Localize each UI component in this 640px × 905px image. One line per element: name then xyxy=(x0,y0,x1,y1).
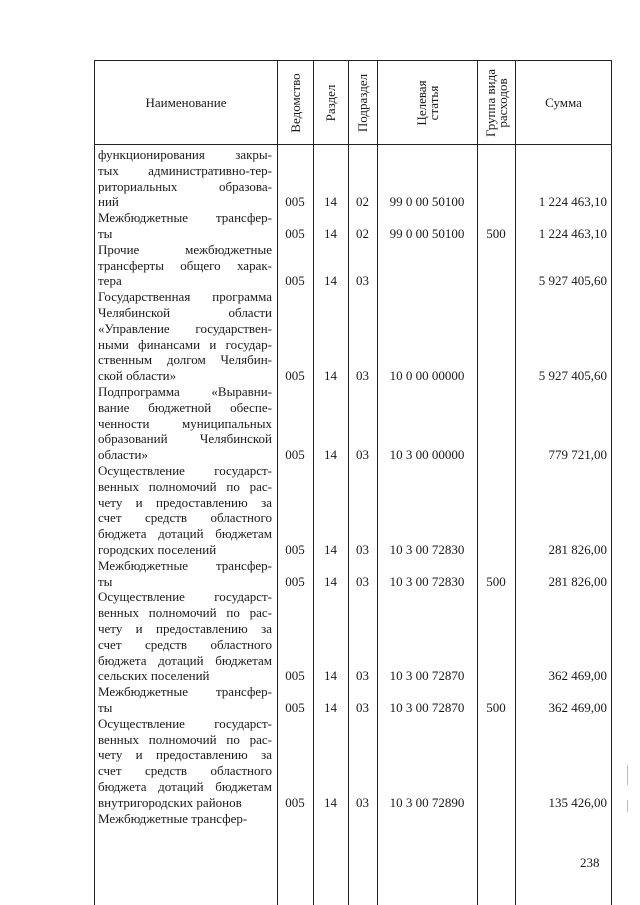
table-row xyxy=(0,210,640,242)
row-name xyxy=(98,589,272,684)
row-celevaya: 10 3 00 72890 xyxy=(389,794,465,810)
header-ved: Ведомство xyxy=(287,72,303,133)
row-name-line: ты xyxy=(98,225,113,241)
row-name xyxy=(98,558,272,590)
header-celevaya-cell xyxy=(377,60,477,145)
row-name-line: венных полномочий по рас- xyxy=(98,605,272,621)
row-summa: 5 927 405,60 xyxy=(538,273,607,289)
row-name-line: Межбюджетные трансфер- xyxy=(98,210,272,226)
row-gruppa: 500 xyxy=(486,573,506,589)
row-name-line: ными финансами и государ- xyxy=(98,336,272,352)
row-razdel: 14 xyxy=(324,668,337,684)
row-ved: 005 xyxy=(285,225,305,241)
row-summa: 281 826,00 xyxy=(548,573,607,589)
row-ved: 005 xyxy=(285,368,305,384)
row-name-line: Государственная программа xyxy=(98,289,272,305)
header-name: Наименование xyxy=(145,95,227,110)
row-name-line: бюджета дотаций бюджетам xyxy=(98,526,272,542)
row-podrazdel: 03 xyxy=(356,447,369,463)
row-podrazdel: 03 xyxy=(356,699,369,715)
page-number: 238 xyxy=(580,855,600,870)
row-gruppa: 500 xyxy=(486,225,506,241)
row-name-line: образований Челябинской xyxy=(98,431,272,447)
row-podrazdel: 03 xyxy=(356,573,369,589)
row-razdel: 14 xyxy=(324,699,337,715)
row-name xyxy=(98,684,272,716)
header-razdel-cell xyxy=(313,60,348,145)
row-razdel: 14 xyxy=(324,573,337,589)
row-name-line: Прочие межбюджетные xyxy=(98,241,272,257)
table-row xyxy=(0,716,640,811)
row-name-line: риториальных образова- xyxy=(98,178,272,194)
row-podrazdel: 02 xyxy=(356,194,369,210)
row-name xyxy=(98,242,272,289)
row-name-line: ственным долгом Челябин- xyxy=(98,352,272,368)
row-name-line: Межбюджетные трансфер- xyxy=(98,810,248,826)
row-name xyxy=(98,210,272,242)
row-summa: 5 927 405,60 xyxy=(538,368,607,384)
table-row xyxy=(0,811,640,827)
row-ved: 005 xyxy=(285,794,305,810)
row-name-line: внутригородских районов xyxy=(98,794,242,810)
row-name-line: бюджета дотаций бюджетам xyxy=(98,652,272,668)
table-row xyxy=(0,558,640,590)
header-gruppa xyxy=(482,68,510,137)
row-name-line: счет средств областного xyxy=(98,636,272,652)
row-ved: 005 xyxy=(285,668,305,684)
row-podrazdel: 03 xyxy=(356,668,369,684)
table-row xyxy=(0,463,640,558)
table-row xyxy=(0,684,640,716)
table-row xyxy=(0,589,640,684)
header-celevaya-line1: Целевая xyxy=(413,79,429,126)
row-name-line: счет средств областного xyxy=(98,763,272,779)
row-name-line: городских поселений xyxy=(98,541,217,557)
row-name-line: тых административно-тер- xyxy=(98,162,272,178)
table-row xyxy=(0,289,640,384)
row-razdel: 14 xyxy=(324,542,337,557)
row-name-line: ний xyxy=(98,194,119,210)
row-name xyxy=(98,384,272,463)
header-gruppa-line2: расходов xyxy=(494,77,510,128)
row-razdel: 14 xyxy=(324,194,337,210)
header-podrazdel: Подраздел xyxy=(355,73,370,132)
row-summa: 1 224 463,10 xyxy=(538,194,607,210)
row-ved: 005 xyxy=(285,573,305,589)
row-summa: 779 721,00 xyxy=(548,447,607,463)
row-name-line: Межбюджетные трансфер- xyxy=(98,557,272,573)
header-summa: Сумма xyxy=(545,95,582,110)
row-celevaya: 10 3 00 00000 xyxy=(389,447,465,463)
header-gruppa-cell xyxy=(477,60,515,145)
row-podrazdel: 03 xyxy=(356,368,369,384)
scan-mark xyxy=(627,800,628,812)
row-ved: 005 xyxy=(285,542,305,557)
row-name-line: сельских поселений xyxy=(98,668,210,684)
header-summa-cell xyxy=(515,60,612,145)
row-ved: 005 xyxy=(285,699,305,715)
row-name-line: ченности муниципальных xyxy=(98,415,272,431)
row-summa: 362 469,00 xyxy=(548,668,607,684)
row-celevaya: 10 3 00 72830 xyxy=(389,573,465,589)
row-name-line: чету и предоставлению за xyxy=(98,494,272,510)
row-summa: 281 826,00 xyxy=(548,542,607,557)
row-name-line: Осуществление государст- xyxy=(98,715,272,731)
row-podrazdel: 03 xyxy=(356,794,369,810)
row-name-line: счет средств областного xyxy=(98,510,272,526)
row-name-line: чету и предоставлению за xyxy=(98,747,272,763)
row-name-line: «Управление государствен- xyxy=(98,320,272,336)
row-name-line: ты xyxy=(98,699,113,715)
header-celevaya-line2: статья xyxy=(425,85,441,120)
row-summa: 135 426,00 xyxy=(548,794,607,810)
row-name-line: Межбюджетные трансфер- xyxy=(98,684,272,700)
row-razdel: 14 xyxy=(324,225,337,241)
row-name-line: тера xyxy=(98,273,122,289)
row-name-line: Осуществление государст- xyxy=(98,589,272,605)
row-name xyxy=(98,147,272,210)
row-name-line: Подпрограмма «Выравни- xyxy=(98,384,272,399)
row-name xyxy=(98,463,272,558)
row-celevaya: 99 0 00 50100 xyxy=(389,194,465,210)
row-name-line: Осуществление государст- xyxy=(98,463,272,478)
header-ved-cell xyxy=(277,60,313,145)
row-name xyxy=(98,289,272,384)
table-row xyxy=(0,242,640,289)
row-razdel: 14 xyxy=(324,273,337,289)
row-name-line: бюджета дотаций бюджетам xyxy=(98,778,272,794)
row-name-line: трансферты общего харак- xyxy=(98,257,272,273)
row-name xyxy=(98,716,272,811)
row-celevaya: 10 3 00 72870 xyxy=(389,699,465,715)
table-row xyxy=(0,147,640,210)
row-name-line: Челябинской области xyxy=(98,304,272,320)
row-name-line: ской области» xyxy=(98,368,177,384)
row-podrazdel: 03 xyxy=(356,273,369,289)
row-summa: 362 469,00 xyxy=(548,699,607,715)
header-celevaya xyxy=(413,79,441,126)
header-gruppa-line1: Группа вида xyxy=(482,68,498,137)
row-name-line: ты xyxy=(98,573,113,589)
header-razdel: Раздел xyxy=(323,84,338,121)
row-name-line: вание бюджетной обеспе- xyxy=(98,399,272,415)
row-podrazdel: 03 xyxy=(356,542,369,557)
row-name-line: чету и предоставлению за xyxy=(98,620,272,636)
row-name-line: области» xyxy=(98,447,148,463)
row-razdel: 14 xyxy=(324,447,337,463)
table-row xyxy=(0,384,640,463)
row-ved: 005 xyxy=(285,447,305,463)
row-gruppa: 500 xyxy=(486,699,506,715)
row-celevaya: 99 0 00 50100 xyxy=(389,225,465,241)
row-name xyxy=(98,811,272,827)
row-name-line: функционирования закры- xyxy=(98,147,272,162)
scan-mark xyxy=(627,765,628,785)
row-razdel: 14 xyxy=(324,368,337,384)
row-celevaya: 10 0 00 00000 xyxy=(389,368,465,384)
row-celevaya: 10 3 00 72830 xyxy=(389,542,465,557)
row-summa: 1 224 463,10 xyxy=(538,225,607,241)
row-razdel: 14 xyxy=(324,794,337,810)
row-name-line: венных полномочий по рас- xyxy=(98,731,272,747)
row-name-line: венных полномочий по рас- xyxy=(98,478,272,494)
row-ved: 005 xyxy=(285,194,305,210)
header-podrazdel-cell xyxy=(348,60,377,145)
row-celevaya: 10 3 00 72870 xyxy=(389,668,465,684)
header-name-cell xyxy=(94,60,277,145)
row-podrazdel: 02 xyxy=(356,225,369,241)
row-ved: 005 xyxy=(285,273,305,289)
